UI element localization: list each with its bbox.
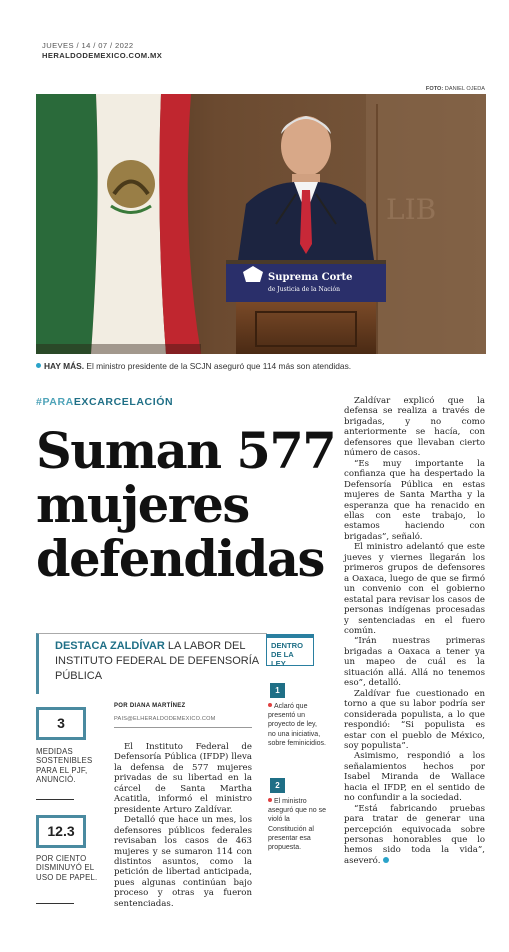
photo-credit	[426, 86, 485, 92]
headline-line-1: Suman 577	[36, 422, 336, 480]
headline-line-3: defendidas	[36, 530, 324, 588]
podium-line2: de Justicia de la Nación	[268, 286, 341, 293]
author-email[interactable]: PAIS@ELHERALDODEMEXICO.COM	[114, 716, 216, 722]
stat-divider-bottom	[36, 903, 74, 904]
body-paragraph: El Instituto Federal de Defensoría Pública (IFDP) lleva la defensa de 577 mujeres privadas de su libertad en la cárcel de Santa Martha Acatitla, informó el ministro presidente Arturo Zaldívar.	[114, 742, 252, 815]
photo-scene	[36, 94, 486, 354]
body-paragraph: El ministro adelantó que este jueves y viernes llegarán los primeros grupos de defensores a Oaxaca, luego de que se firmó un convenio con el gobierno estatal para revisar los casos de personas indígenas procesadas y sentenciadas en el fuero común.	[344, 542, 485, 636]
stat-value-2: 12.3	[36, 815, 86, 848]
headline-line-2: mujeres	[36, 476, 249, 534]
caption-bullet	[36, 363, 41, 368]
note-bullet	[268, 703, 272, 707]
body-paragraph: Detalló que hace un mes, los defensores públicos federales revisaban los casos de 463 mujeres y se sumaron 114 con distintos asuntos, como la petición de libertad anticipada, pues algunas continúan bajo proceso y otras ya fueron sentenciadas.	[114, 815, 252, 909]
sidebar-note-text-2: El ministro aseguró que no se violó la Constitución al presentar esa propuesta.	[268, 798, 326, 852]
body-paragraph: Zaldívar explicó que la defensa se realiza a través de brigadas, y no como anteriormente se hacía, con defensores que llevaban cierto número de casos.	[344, 396, 485, 459]
sidebar-note-1	[268, 702, 326, 748]
caption-text: El ministro presidente de la SCJN aseguró que 114 más son atendidas.	[86, 361, 352, 371]
byline-rule	[114, 727, 252, 728]
photo-credit-name: DANIEL OJEDA	[444, 86, 485, 92]
podium-line1: Suprema Corte	[268, 272, 353, 283]
deck-text: LA LABOR DEL INSTITUTO FEDERAL DE DEFENSORÍA PÚBLICA	[55, 640, 259, 682]
stat-label-2: POR CIENTO DISMINUYÓ EL USO DE PAPEL.	[36, 854, 98, 882]
stat-label-1: MEDIDAS SOSTENIBLES PARA EL PJF, ANUNCIÓ.	[36, 747, 93, 784]
sidebar-number-1: 1	[270, 683, 285, 698]
deck	[36, 633, 267, 694]
caption-lead: HAY MÁS.	[44, 361, 85, 371]
stat-value-1: 3	[36, 707, 86, 740]
issue-date: JUEVES / 14 / 07 / 2022	[42, 41, 134, 50]
section-hashtag[interactable]	[36, 396, 173, 408]
body-column-2	[344, 396, 485, 866]
hashtag-topic: EXCARCELACIÓN	[73, 396, 174, 408]
body-column-1	[114, 742, 252, 909]
hashtag-prefix: #PARA	[36, 396, 74, 408]
photo-credit-label: FOTO:	[425, 86, 444, 92]
last-paragraph-text: “Está fabricando pruebas para tratar de generar una percepción equivocada sobre personas honorables que lo hemos sido toda la vida”, aseveró.	[344, 803, 485, 866]
note-bullet	[268, 798, 272, 802]
sidebar-note-text-1: Aclaró que presentó un proyecto de ley, no una iniciativa, sobre feminicidios.	[268, 703, 326, 747]
sidebar-note-2	[268, 797, 326, 852]
headline	[36, 424, 336, 586]
site-url[interactable]: HERALDODEMEXICO.COM.MX	[42, 51, 163, 60]
body-paragraph: “Es muy importante la confianza que ha despertado la Defensoría Pública en estas mujeres de Santa Martha y la esperanza que ha renacido en ellas con este trabajo, lo estamos haciendo con brigadas”, señaló.	[344, 458, 485, 542]
stat-divider	[36, 799, 74, 800]
sidebar-title: DENTRO DE LA LEY	[266, 634, 314, 666]
body-paragraph-last	[344, 804, 485, 867]
body-paragraph: Zaldívar fue cuestionado en torno a que su labor podría ser considerada populista, a lo que respondió: “Si populista es estar con el pueblo de México, soy populista”.	[344, 688, 485, 751]
body-paragraph: Asimismo, respondió a los señalamientos hechos por Isabel Miranda de Wallace hacia el IFDP, en el sentido de no confundir a la sociedad.	[344, 751, 485, 804]
wall-inscription: LIB	[386, 193, 437, 226]
body-paragraph: “Irán nuestras primeras brigadas a Oaxaca a tener ya un mapeo de cuál es la situación allá. Allá no tenemos eso”, detalló.	[344, 636, 485, 689]
byline: POR DIANA MARTÍNEZ	[114, 703, 186, 709]
deck-lead: DESTACA ZALDÍVAR	[55, 640, 165, 652]
end-mark	[383, 857, 389, 863]
sidebar-number-2: 2	[270, 778, 285, 793]
photo-caption	[36, 361, 488, 371]
article-photo	[36, 94, 486, 354]
